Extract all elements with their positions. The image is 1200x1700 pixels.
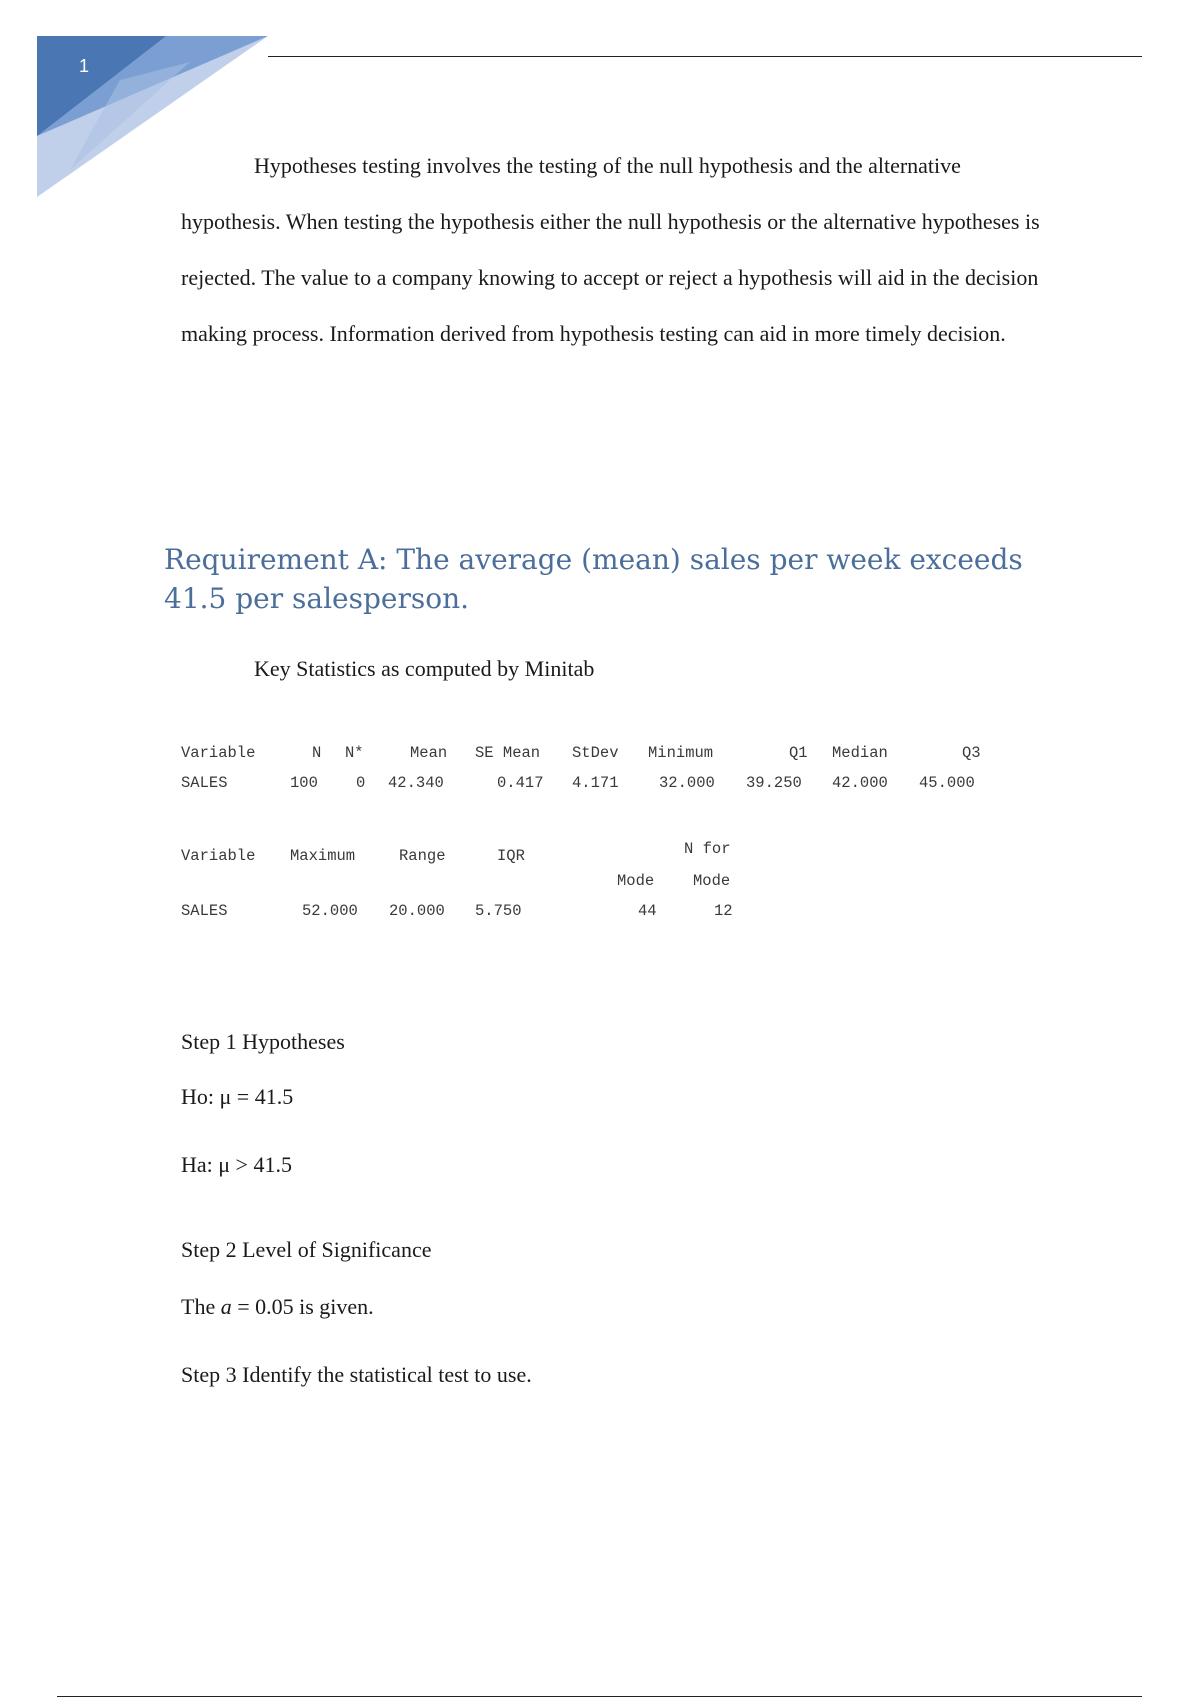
header-minimum: Minimum [648, 744, 714, 762]
step1-title: Step 1 Hypotheses [181, 1029, 345, 1054]
stats-caption: Key Statistics as computed by Minitab [254, 656, 595, 681]
value-stdev: 4.171 [572, 774, 619, 792]
footer-rule [57, 1696, 1142, 1697]
value2-n-for-mode: 12 [714, 902, 733, 920]
value-n-star: 0 [356, 774, 366, 792]
header-median: Median [832, 744, 888, 762]
alternative-hypothesis: Ha: μ > 41.5 [181, 1152, 292, 1177]
header-stdev: StDev [572, 744, 619, 762]
header-mean: Mean [410, 744, 448, 762]
header-q1: Q1 [789, 744, 808, 762]
step3-title: Step 3 Identify the statistical test to use. [181, 1362, 532, 1387]
value2-variable: SALES [181, 902, 228, 920]
stats-table-2-data-row [181, 902, 1081, 922]
page-number: 1 [79, 56, 90, 76]
header2-mode: Mode [617, 872, 655, 890]
alpha-prefix: The [181, 1294, 221, 1319]
value-q3: 45.000 [919, 774, 975, 792]
step2-title: Step 2 Level of Significance [181, 1237, 432, 1262]
null-hypothesis: Ho: μ = 41.5 [181, 1084, 294, 1109]
value2-maximum: 52.000 [302, 902, 358, 920]
header2-iqr: IQR [497, 847, 525, 865]
header-se-mean: SE Mean [475, 744, 541, 762]
significance-level [181, 1294, 374, 1320]
value2-range: 20.000 [389, 902, 445, 920]
value-q1: 39.250 [746, 774, 802, 792]
header-variable: Variable [181, 744, 256, 762]
header-n-star: N* [345, 744, 364, 762]
value-variable: SALES [181, 774, 228, 792]
value-minimum: 32.000 [659, 774, 715, 792]
header-rule [268, 56, 1142, 57]
alpha-symbol: a [220, 1294, 232, 1319]
header2-n-for-mode: Mode [693, 872, 731, 890]
value-median: 42.000 [832, 774, 888, 792]
stats-table-2-header-row [181, 840, 1081, 910]
stats-table-2 [181, 840, 733, 920]
header2-range: Range [399, 847, 446, 865]
value-n: 100 [290, 774, 318, 792]
header2-variable: Variable [181, 847, 256, 865]
value-se-mean: 0.417 [497, 774, 544, 792]
value2-iqr: 5.750 [475, 902, 522, 920]
value-mean: 42.340 [388, 774, 444, 792]
header-q3: Q3 [962, 744, 981, 762]
header2-n-for: N for [684, 840, 731, 858]
stats-table-1-header-row [181, 744, 1081, 764]
stats-table-1-data-row [181, 774, 1081, 794]
alpha-suffix: = 0.05 is given. [231, 1294, 374, 1319]
value2-mode: 44 [638, 902, 657, 920]
requirement-heading: Requirement A: The average (mean) sales per week exceeds 41.5 per salesperson. [164, 543, 1023, 615]
intro-paragraph: Hypotheses testing involves the testing of the null hypothesis and the alternative hypothesis. When testing the hypothesis either the null hypothesis or the alternative hypotheses is rejected. The value to a company knowing to accept or reject a hypothesis will aid in the decision making process. Information derived from hypothesis testing can aid in more timely decision. [181, 153, 1040, 346]
stats-table-1 [181, 744, 981, 798]
header-n: N [312, 744, 322, 762]
header2-maximum: Maximum [290, 847, 356, 865]
